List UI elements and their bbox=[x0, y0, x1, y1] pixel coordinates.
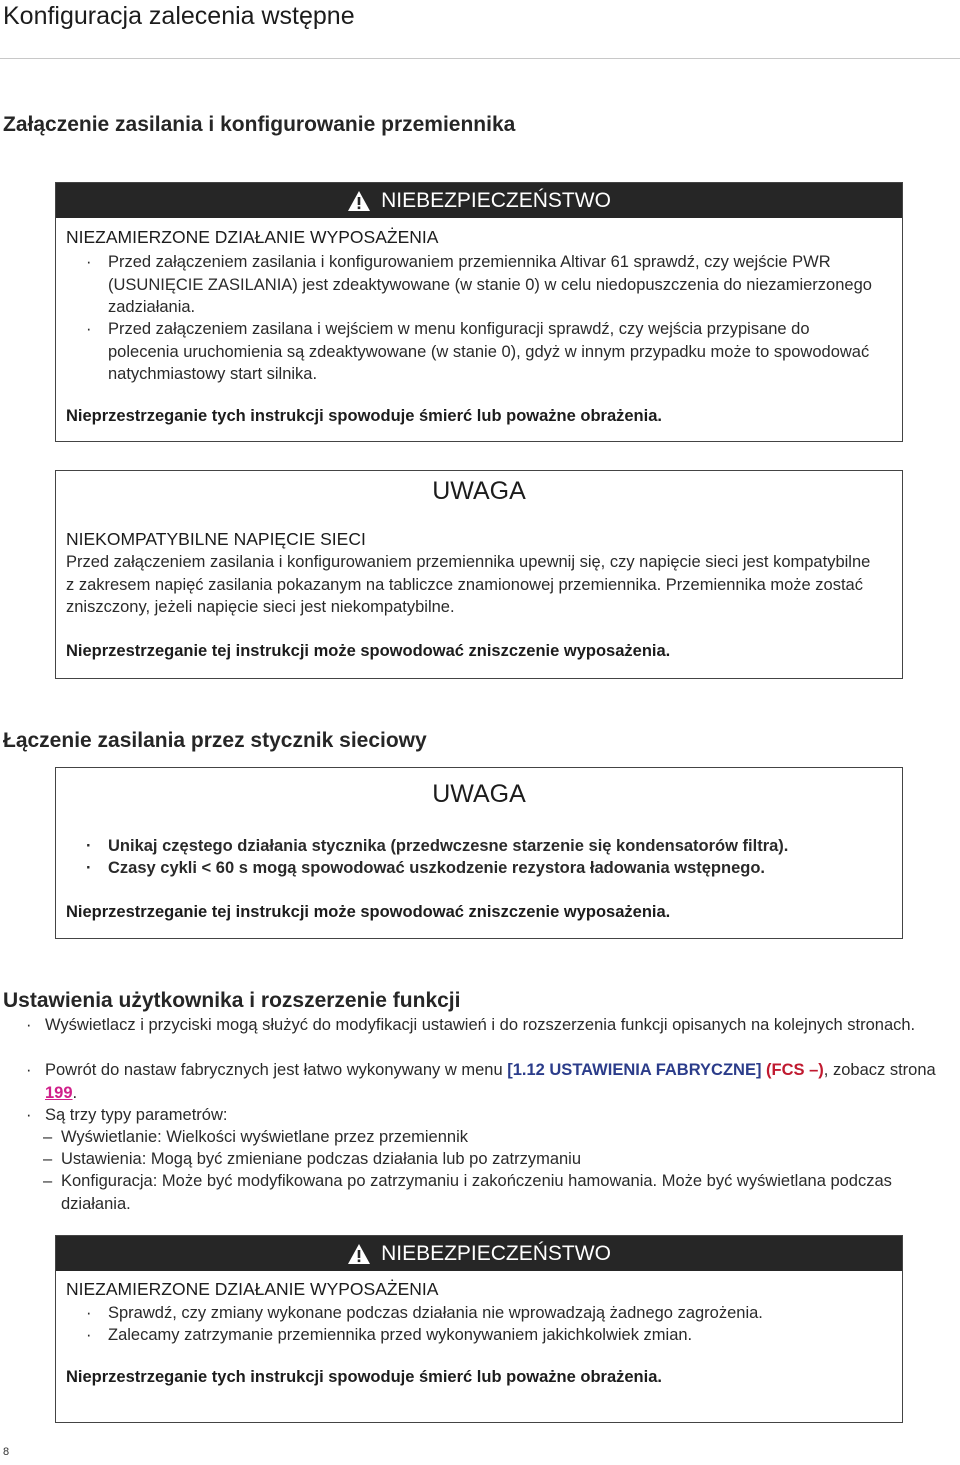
danger-header bbox=[56, 1236, 902, 1271]
caution-box-voltage bbox=[55, 470, 903, 679]
danger-subtitle: NIEZAMIERZONE DZIAŁANIE WYPOSAŻENIA bbox=[66, 1279, 439, 1299]
factory-text-end: . bbox=[72, 1083, 78, 1102]
title-divider bbox=[0, 58, 960, 59]
caution-subtitle: NIEKOMPATYBILNE NAPIĘCIE SIECI bbox=[66, 529, 366, 549]
caution-bullet bbox=[86, 835, 884, 858]
dash-item-text: Wyświetlanie: Wielkości wyświetlane przez przemiennik bbox=[61, 1128, 468, 1146]
factory-text-before: Powrót do nastaw fabrycznych jest łatwo wykonywany w menu bbox=[45, 1061, 508, 1079]
list-item bbox=[22, 1104, 952, 1127]
bullet-dot: · bbox=[86, 859, 92, 877]
danger-subtitle: NIEZAMIERZONE DZIAŁANIE WYPOSAŻENIA bbox=[66, 227, 439, 247]
caution-bullet-text: Czasy cykli < 60 s mogą spowodować uszkodzenie rezystora ładowania wstępnego. bbox=[108, 859, 766, 877]
danger-bullet-text: Przed załączeniem zasilania i konfigurowaniem przemiennika Altivar 61 sprawdź, czy wejście PWR (USUNIĘCIE ZASILANIA) jest zdeaktywowane (w stanie 0) w celu niedopuszczenia do niezamierzonego zadziałania. bbox=[108, 253, 872, 316]
danger-bullet-text: Zalecamy zatrzymanie przemiennika przed wykonywaniem jakichkolwiek zmian. bbox=[108, 1326, 693, 1344]
caution-bullet-text: Unikaj częstego działania stycznika (przedwczesne starzenie się kondensatorów filtra). bbox=[108, 837, 789, 855]
danger-bullet bbox=[86, 318, 884, 386]
page-number: 8 bbox=[3, 1446, 10, 1458]
bullet-dot: · bbox=[26, 1061, 32, 1079]
danger-bullet-text: Sprawdź, czy zmiany wykonane podczas działania nie wprowadzają żadnego zagrożenia. bbox=[108, 1304, 763, 1322]
danger-bullet-text: Przed załączeniem zasilana i wejściem w menu konfiguracji sprawdź, czy wejścia przypisane do polecenia uruchomienia są zdeaktywowane (w stanie 0), gdyż w innym przypadku może to spowodować natychmiastowy start silnika. bbox=[108, 320, 870, 383]
bullet-dot: · bbox=[26, 1106, 32, 1124]
dash-item-text: Konfiguracja: Może być modyfikowana po zatrzymaniu i zakończeniu hamowania. Może być wyświetlana podczas działania. bbox=[61, 1172, 892, 1213]
caution-box-contactor bbox=[55, 767, 903, 939]
dash-item bbox=[43, 1170, 943, 1215]
danger-header bbox=[56, 183, 902, 218]
danger-conclusion: Nieprzestrzeganie tych instrukcji spowoduje śmierć lub poważne obrażenia. bbox=[66, 407, 662, 425]
caution-conclusion: Nieprzestrzeganie tej instrukcji może spowodować zniszczenie wyposażenia. bbox=[66, 903, 671, 921]
danger-header-label: NIEBEZPIECZEŃSTWO bbox=[381, 188, 611, 212]
danger-bullet bbox=[86, 251, 884, 319]
section-heading-power-config: Załączenie zasilania i konfigurowanie przemiennika bbox=[3, 113, 516, 136]
section-heading-user-settings: Ustawienia użytkownika i rozszerzenie funkcji bbox=[3, 989, 461, 1012]
bullet-dot: · bbox=[86, 1304, 92, 1322]
danger-bullet bbox=[86, 1302, 884, 1325]
bullet-dot: · bbox=[86, 1326, 92, 1344]
warning-triangle-icon bbox=[347, 1243, 371, 1265]
page-199-link[interactable]: 199 bbox=[45, 1083, 73, 1102]
bullet-dot: · bbox=[26, 1016, 32, 1034]
danger-header-label: NIEBEZPIECZEŃSTWO bbox=[381, 1241, 611, 1265]
factory-settings-menu-link[interactable]: [1.12 USTAWIENIA FABRYCZNE] bbox=[507, 1061, 762, 1079]
danger-conclusion: Nieprzestrzeganie tych instrukcji spowoduje śmierć lub poważne obrażenia. bbox=[66, 1368, 662, 1386]
caution-header: UWAGA bbox=[432, 477, 526, 505]
caution-bullet bbox=[86, 857, 884, 880]
page-title: Konfiguracja zalecenia wstępne bbox=[3, 2, 355, 30]
dash-item bbox=[43, 1148, 943, 1171]
list-item-factory-settings bbox=[22, 1059, 952, 1104]
warning-triangle-icon bbox=[347, 190, 371, 212]
list-item-text: Wyświetlacz i przyciski mogą służyć do modyfikacji ustawień i do rozszerzenia funkcji opisanych na kolejnych stronach. bbox=[45, 1016, 916, 1034]
bullet-dot: · bbox=[86, 253, 92, 271]
danger-box-power bbox=[55, 182, 903, 442]
caution-conclusion: Nieprzestrzeganie tej instrukcji może spowodować zniszczenie wyposażenia. bbox=[66, 642, 671, 660]
factory-settings-code: (FCS –) bbox=[766, 1061, 824, 1079]
dash-mark: – bbox=[43, 1150, 53, 1168]
list-item bbox=[22, 1014, 952, 1037]
list-item-text: Są trzy typy parametrów: bbox=[45, 1106, 228, 1124]
factory-text-after: , zobacz strona bbox=[823, 1061, 936, 1079]
bullet-dot: · bbox=[86, 837, 92, 855]
bullet-dot: · bbox=[86, 320, 92, 338]
section-heading-contactor: Łączenie zasilania przez stycznik sieciowy bbox=[3, 729, 427, 752]
dash-item bbox=[43, 1126, 943, 1149]
caution-text: Przed załączeniem zasilania i konfigurowaniem przemiennika upewnij się, czy napięcie sieci jest kompatybilne z zakresem napięć zasilania pokazanym na tabliczce znamionowej przemiennika. Przemiennika może zostać zniszczony, jeżeli napięcie sieci jest niekompatybilne. bbox=[66, 553, 871, 616]
danger-bullet bbox=[86, 1324, 884, 1347]
dash-mark: – bbox=[43, 1128, 53, 1146]
dash-item-text: Ustawienia: Mogą być zmieniane podczas działania lub po zatrzymaniu bbox=[61, 1150, 582, 1168]
caution-header: UWAGA bbox=[432, 780, 526, 808]
danger-box-settings bbox=[55, 1235, 903, 1423]
dash-mark: – bbox=[43, 1172, 53, 1190]
